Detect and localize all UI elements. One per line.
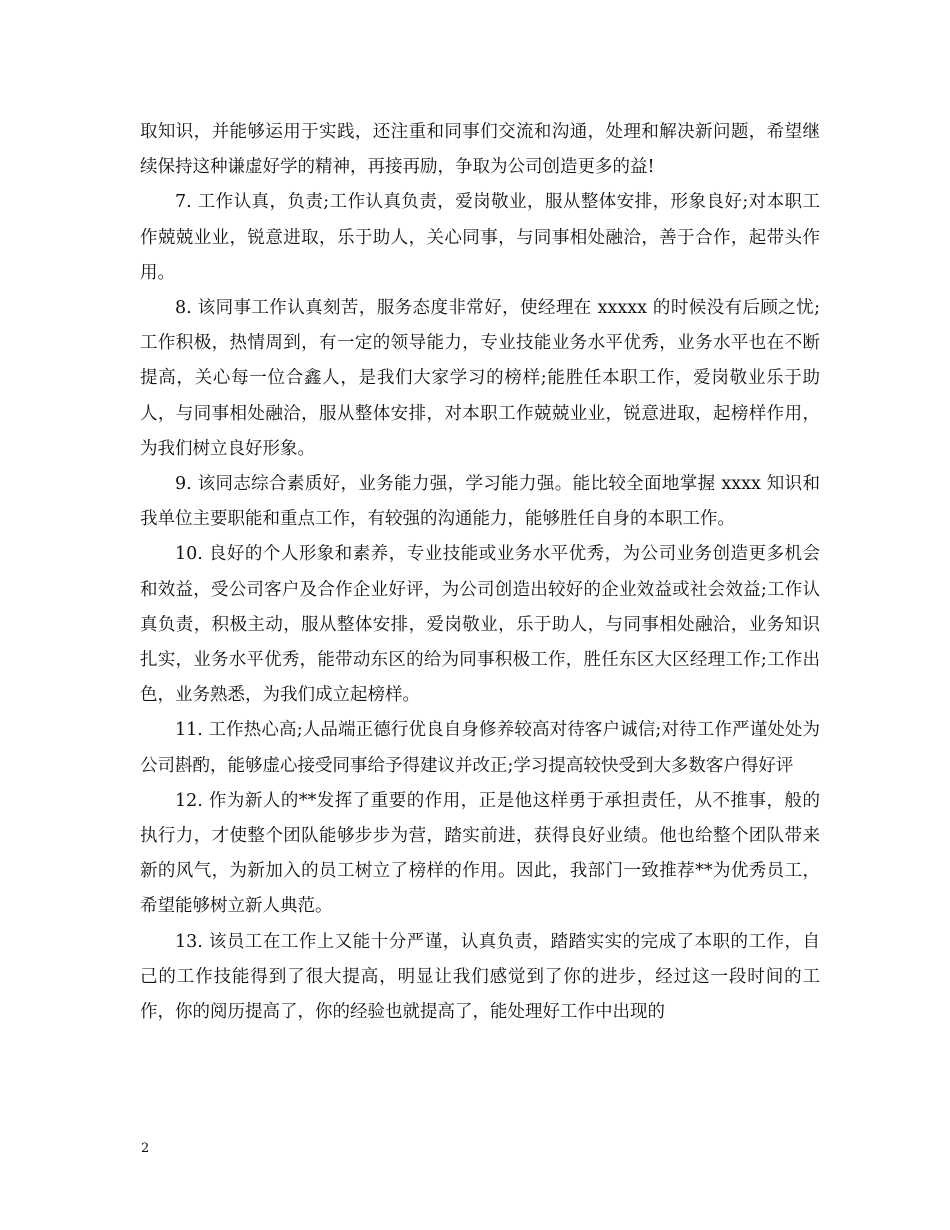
paragraph-item-10: 10. 良好的个人形象和素养，专业技能或业务水平优秀，为公司业务创造更多机会和效益，受公司客户及合作企业好评，为公司创造出较好的企业效益或社会效益;工作认真负责，积极主动，服从整体安排，爱岗敬业，乐于助人，与同事相处融洽，业务知识扎实，业务水平优秀，能带动东区的给为同事积极工作，胜任东区大区经理工作;工作出色，业务熟悉，为我们成立起榜样。 [140,544,820,706]
paragraph-item-8: 8. 该同事工作认真刻苦，服务态度非常好，使经理在 xxxxx 的时候没有后顾之忧;工作积极，热情周到，有一定的领导能力，专业技能业务水平优秀，业务水平也在不断提高，关心每一位合鑫人，是我们大家学习的榜样;能胜任本职工作，爱岗敬业乐于助人，与同事相处融洽，服从整体安排，对本职工作兢兢业业，锐意进取，起榜样作用，为我们树立良好形象。 [140,298,820,459]
paragraph-item-11: 11. 工作热心高;人品端正德行优良自身修养较高对待客户诚信;对待工作严谨处处为公司斟酌，能够虚心接受同事给予得建议并改正;学习提高较快受到大多数客户得好评 [140,720,820,776]
paragraph-item-9: 9. 该同志综合素质好，业务能力强，学习能力强。能比较全面地掌握 xxxx 知识和我单位主要职能和重点工作，有较强的沟通能力，能够胜任自身的本职工作。 [140,474,820,530]
page-number: 2 [141,1141,150,1156]
paragraph-item-13: 13. 该员工在工作上又能十分严谨，认真负责，踏踏实实的完成了本职的工作，自己的工作技能得到了很大提高，明显让我们感觉到了你的进步，经过这一段时间的工作，你的阅历提高了，你的经验也就提高了，能处理好工作中出现的 [140,931,820,1023]
document-body [140,115,820,1030]
paragraph-continuation: 取知识，并能够运用于实践，还注重和同事们交流和沟通，处理和解决新问题，希望继续保持这种谦虚好学的精神，再接再励，争取为公司创造更多的益! [140,122,820,178]
paragraph-item-7: 7. 工作认真，负责;工作认真负责，爱岗敬业，服从整体安排，形象良好;对本职工作兢兢业业，锐意进取，乐于助人，关心同事，与同事相处融洽，善于合作，起带头作用。 [140,192,820,283]
paragraph-item-12: 12. 作为新人的**发挥了重要的作用，正是他这样勇于承担责任，从不推事，般的执行力，才使整个团队能够步步为营，踏实前进，获得良好业绩。他也给整个团队带来新的风气，为新加入的员工树立了榜样的作用。因此，我部门一致推荐**为优秀员工，希望能够树立新人典范。 [140,790,820,917]
